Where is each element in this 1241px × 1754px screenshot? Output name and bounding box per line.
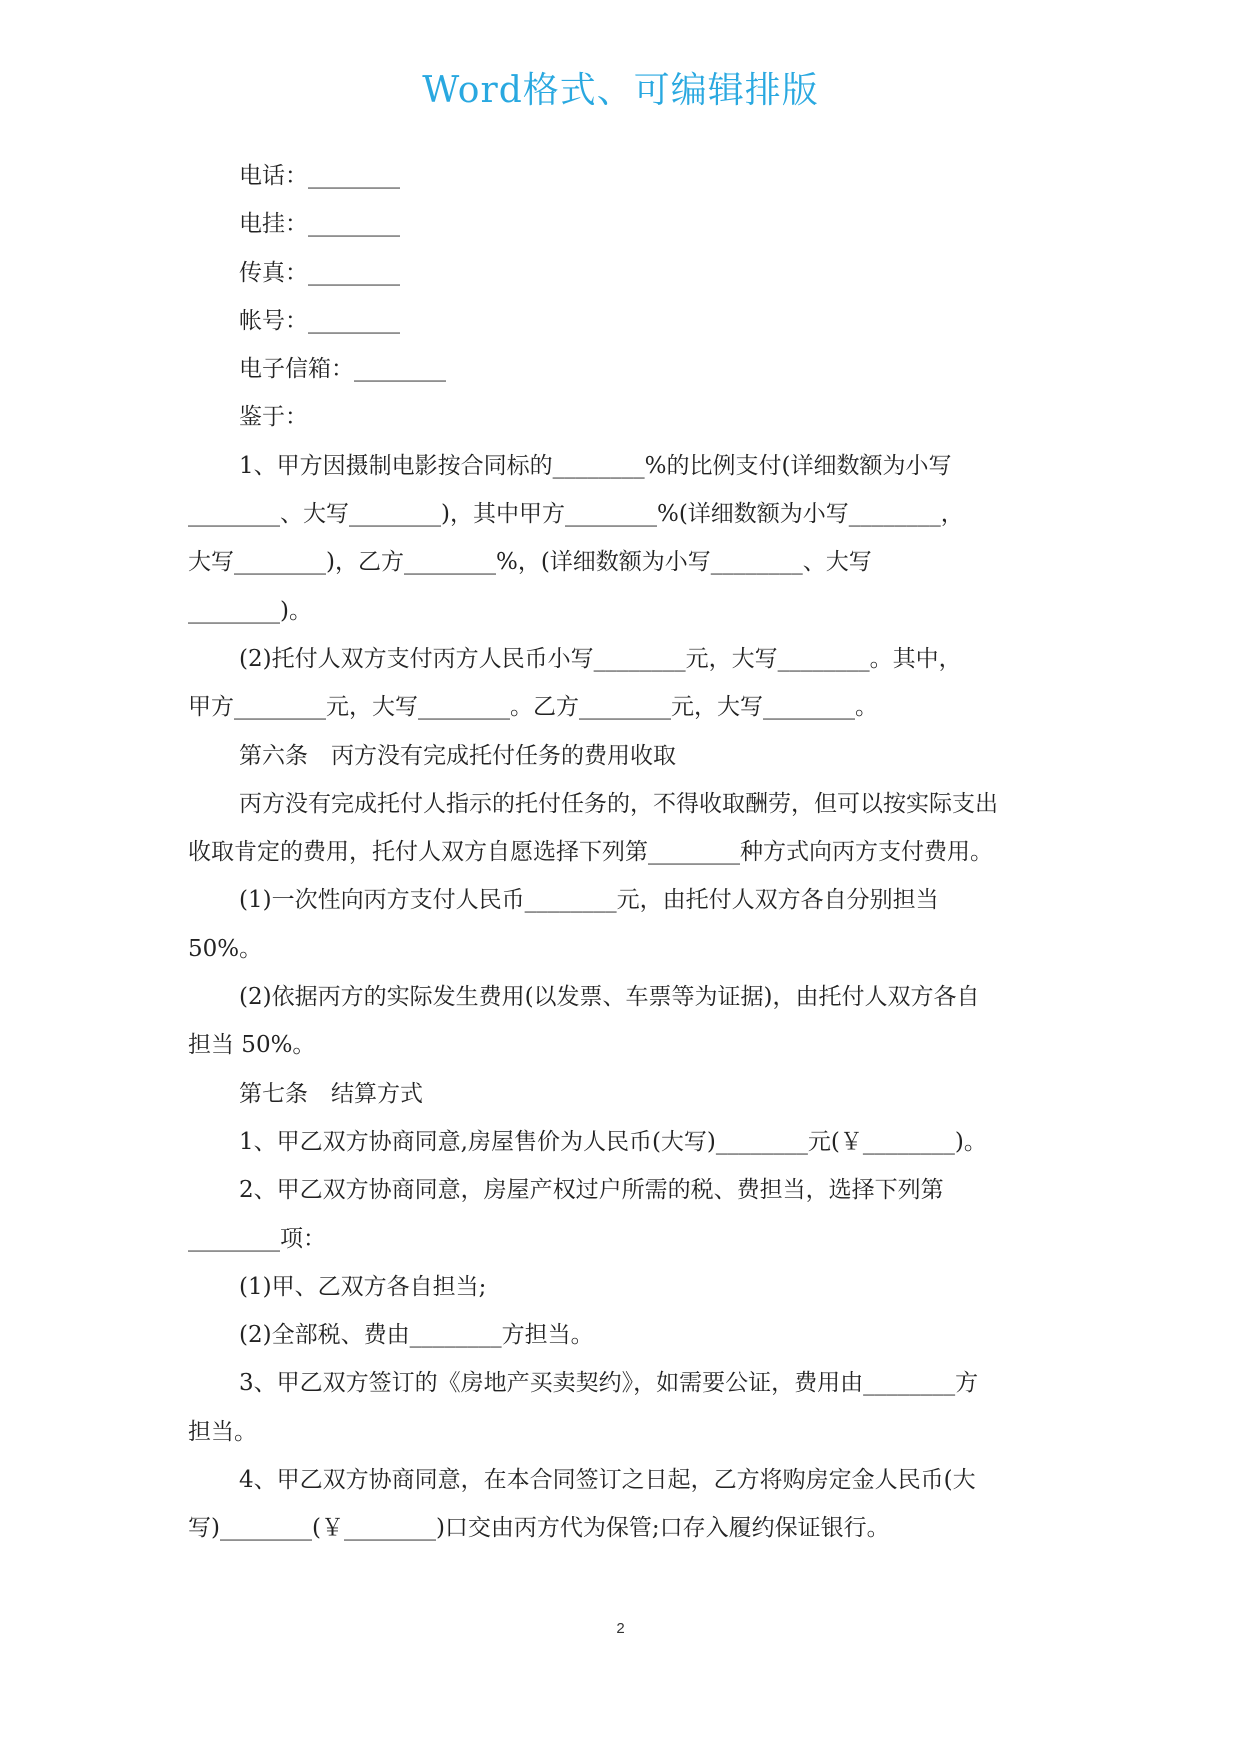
- paragraph-line: (1)甲、乙双方各自担当;: [239, 1273, 487, 1300]
- paragraph-line: (2)全部税、费由________方担当。: [239, 1322, 594, 1349]
- paragraph-line: 50%。: [188, 935, 263, 962]
- paragraph-line: 1、甲方因摄制电影按合同标的________%的比例支付(详细数额为小写: [239, 452, 952, 479]
- article-heading: 第七条 结算方式: [239, 1080, 423, 1107]
- page-header-title: Word格式、可编辑排版: [422, 70, 819, 111]
- paragraph-line: (1)一次性向丙方支付人民币________元，由托付人双方各自分别担当: [239, 887, 939, 914]
- paragraph-line: ________、大写________)，其中甲方________%(详细数额为小写________，: [188, 501, 964, 528]
- paragraph-line: 收取肯定的费用，托付人双方自愿选择下列第________种方式向丙方支付费用。: [188, 839, 993, 866]
- paragraph-line: 1、甲乙双方协商同意,房屋售价为人民币(大写)________元(￥________)。: [239, 1128, 987, 1155]
- phone-line: 电话：________: [239, 163, 400, 189]
- paragraph-line: 大写________)，乙方________%，(详细数额为小写________、大写: [188, 549, 872, 576]
- whereas-line: 鉴于：: [239, 404, 308, 431]
- article-heading: 第六条 丙方没有完成托付任务的费用收取: [239, 742, 676, 769]
- paragraph-line: 4、甲乙双方协商同意，在本合同签订之日起，乙方将购房定金人民币(大: [239, 1467, 976, 1494]
- paragraph-line: 3、甲乙双方签订的《房地产买卖契约》，如需要公证，费用由________方: [239, 1370, 979, 1397]
- paragraph-line: 担当 50%。: [188, 1032, 316, 1059]
- paragraph-line: 丙方没有完成托付人指示的托付任务的，不得收取酬劳，但可以按实际支出: [239, 790, 998, 817]
- document-body: [188, 152, 1048, 1553]
- page-number: 2: [616, 1620, 625, 1637]
- paragraph-line: (2)依据丙方的实际发生费用(以发票、车票等为证据)，由托付人双方各自: [239, 984, 980, 1011]
- paragraph-line: ________项：: [188, 1225, 326, 1252]
- paragraph-line: ________)。: [188, 597, 312, 624]
- paragraph-line: 担当。: [188, 1418, 257, 1445]
- fax-line: 传真：________: [239, 259, 400, 286]
- paragraph-line: 2、甲乙双方协商同意，房屋产权过户所需的税、费担当，选择下列第: [239, 1177, 944, 1204]
- paragraph-line: 甲方________元，大写________。乙方________元，大写________。: [188, 694, 878, 721]
- email-line: 电子信箱：________: [239, 356, 446, 383]
- paragraph-line: (2)托付人双方支付丙方人民币小写________元，大写________。其中，: [239, 645, 962, 672]
- paragraph-line: 写)________(￥________)口交由丙方代为保管;口存入履约保证银行。: [188, 1515, 890, 1542]
- account-line: 帐号：________: [239, 307, 400, 334]
- telegraph-line: 电挂：________: [239, 211, 400, 238]
